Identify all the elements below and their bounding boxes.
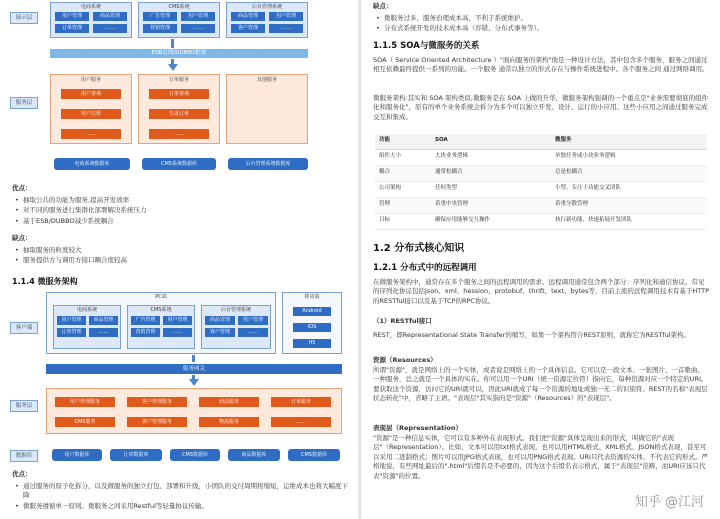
side-label-presentation: 展示层 bbox=[10, 12, 38, 24]
system-ecommerce: 电商系统 用户管理 商品管理 订单管理 …… bbox=[50, 2, 132, 38]
list-item: • 分布式系统开发的技术成本高（容错、分布式事务等）。 bbox=[375, 24, 705, 33]
paragraph: "资源"是一种信息实体，它可以有多种外在表现形式。我们把"资源"具体呈现出来的形式，叫做它的"表现层"（Representation）。比如，文本可以用txt格式表现，也可以用HTML格式、XML格式、JSON格式表现，甚至可以采用二进制格式；图片可以用JPG格式表现，也可以用PNG格式表现。URI只代表资源的实体，不代表它的形式。严格地说，有些网址最后的".html"后缀名是不必要的，因为这个后缀名表示格式，属于"表现层"范畴，而URI应该只代表"资源"的位置。 bbox=[373, 434, 708, 480]
paragraph: 微服务架构:其实和 SOA 架构类似,微服务是在 SOA 上做的升华，微服务架构强调的一个重点是"业务需要彻底的组件化和服务化"，原有的单个业务系统会拆分为多个可以独立开发、设计、运行的小应用。这些小应用之间通过服务完成交互和集成。 bbox=[373, 94, 709, 121]
microservice-architecture-diagram bbox=[10, 292, 348, 464]
cons-list bbox=[14, 245, 344, 267]
database: CMS数据库 bbox=[288, 449, 340, 461]
section-heading: 1.2.1 分布式中的远程调用 bbox=[373, 263, 477, 273]
paragraph: 所谓"资源"，就是网络上的一个实体，或者说是网络上的一个具体信息。它可以是一段文本、一张图片、一首歌曲、一种服务，总之就是一个具体的实在。你可以用一个URI（统一资源定位符）指向它，每种资源对应一个特定的URI。要获取这个资源，访问它的URI就可以，因此URI就成了每一个资源的地址或独一无二的识别符。REST的名称"表现层状态转化"中，省略了主语。"表现层"其实指的是"资源"（Resources）的"表现层"。 bbox=[373, 366, 708, 403]
paragraph: 在微服务架构中，通常存在多个服务之间的远程调用的需求。远程调用通常包含两个部分：序列化和通信协议。常见的序列化协议包括json、xml、hession、protobuf、thrift、text、bytes等，目前主流的远程调用技术有基于HTTP的RESTful接口以及基于TCP的RPC协议。 bbox=[373, 278, 709, 305]
database: 用户数据库 bbox=[52, 449, 102, 461]
connector bbox=[171, 39, 174, 48]
system-cms: CMS系统 广告管理 用户管理 营销管理 …… bbox=[138, 2, 220, 38]
soa-architecture-diagram bbox=[10, 2, 348, 180]
table-row: 组件大小 大块业务逻辑 单独任务或小块业务逻辑 bbox=[375, 149, 707, 165]
service-layer-group: 用户管理服务 客户管理服务 商品服务 订单服务 CMS服务 客户管理服务 物流服务 …… bbox=[46, 388, 342, 434]
pros2-title: 优点： bbox=[12, 470, 32, 478]
list-item: • 微服务过多，服务治理成本高，不利于系统维护。 bbox=[375, 14, 705, 23]
left-page bbox=[0, 0, 358, 519]
database: 订单数据库 bbox=[110, 449, 162, 461]
table-row: 管理 着重中央管理 着重分散管理 bbox=[375, 197, 707, 213]
list-item: • 对不同的服务进行集群化部署解决系统压力 bbox=[14, 206, 344, 215]
comparison-table bbox=[375, 134, 707, 230]
list-item: • 抽取公共的功能为服务,提高开发效率 bbox=[14, 196, 344, 205]
system-admin: 后台管理系统 商品管理 用户管理 客户管理 …… bbox=[226, 2, 308, 38]
table-row: 目标 确保应用能够交互操作 执行新功能、快速拓展开发团队 bbox=[375, 213, 707, 229]
arrow-down-icon bbox=[189, 379, 199, 386]
system-ecommerce: 电商系统 用户管理 商品管理 订单管理 …… bbox=[53, 305, 121, 349]
database: CMS数据库 bbox=[170, 449, 220, 461]
database: 电商系统数据库 bbox=[54, 158, 130, 170]
list-item: • 服务提供方与调用方接口耦合度较高 bbox=[14, 256, 344, 265]
list-item: • 通过服务的原子化拆分，以及微服务的独立打包、部署和升级，小团队的交付周期将缩短，运维成本也将大幅度下降 bbox=[14, 482, 348, 501]
database: 商品数据库 bbox=[228, 449, 280, 461]
chapter-heading: 1.2 分布式核心知识 bbox=[373, 243, 465, 254]
database: 后台管理系统数据库 bbox=[228, 158, 308, 170]
list-item: • 抽取服务的粒度较大 bbox=[14, 246, 344, 255]
table-row: 公司架构 任何类型 小型、专注于功能交叉团队 bbox=[375, 181, 707, 197]
mobile-client-group: 移动端 Android IOS H5 bbox=[282, 292, 342, 354]
side-label-service: 服务层 bbox=[10, 400, 38, 412]
system-cms: CMS系统 广告管理 用户管理 营销管理 …… bbox=[127, 305, 195, 349]
paragraph: REST，即Representational State Transfer的缩写，如果一个架构符合REST原则，就称它为RESTful架构。 bbox=[373, 331, 691, 339]
subheading: （1）RESTful接口 bbox=[373, 317, 432, 325]
system-admin: 后台管理系统 商品管理 用户管理 客户管理 …… bbox=[201, 305, 271, 349]
cons-title: 缺点： bbox=[12, 234, 32, 242]
side-label-service: 服务层 bbox=[10, 97, 38, 109]
database: CMS系统数据库 bbox=[142, 158, 216, 170]
connector bbox=[192, 355, 195, 362]
pros-list bbox=[14, 195, 344, 227]
paragraph: SOA（ Service Oriented Architecture ）"面向服务的架构"他是一种设计方法，其中包含多个服务，服务之间通过相互依赖最终提供一系列的功能。一个服务 通常以独立的形式存在与操作系统进程中。各个服务之间 通过网络调用。 bbox=[373, 56, 709, 74]
pros2-list bbox=[14, 481, 348, 512]
side-label-database: 数据库 bbox=[10, 450, 38, 462]
esb-bus: ESB总线/DUBBO框架 bbox=[50, 49, 308, 58]
list-item: • 基于ESB/DUBBO减少系统耦合 bbox=[14, 217, 344, 226]
arrow-down-icon bbox=[168, 64, 178, 71]
cons-list bbox=[375, 13, 705, 35]
right-page bbox=[360, 0, 720, 519]
pc-client-group: PC端 电商系统 用户管理 商品管理 订单管理 …… CMS系统 广告管理 用户管理 营销管理 …… 后台管理系统 商品管理 用户管理 客户管理 …… bbox=[46, 292, 276, 354]
subheading: 资源（Resources） bbox=[373, 356, 437, 364]
column-header: 微服务 bbox=[551, 134, 707, 149]
table-header-row bbox=[375, 134, 707, 149]
subheading: 表现层（Representation） bbox=[373, 424, 463, 432]
pros-title: 优点： bbox=[12, 184, 32, 192]
service-user: 用户服务 用户查询 用户注册 …… bbox=[50, 74, 132, 144]
column-header: SOA bbox=[431, 134, 551, 149]
cons-title: 缺点： bbox=[373, 2, 393, 10]
section-heading: 1.1.4 微服务架构 bbox=[12, 277, 78, 286]
service-order: 订单服务 订单查询 生成订单 …… bbox=[138, 74, 220, 144]
list-item: • 微服务遵循单一原则。微服务之间采用Restful等轻量协议传输。 bbox=[14, 502, 348, 511]
column-header: 功能 bbox=[375, 134, 431, 149]
service-other: 其他服务 bbox=[226, 74, 308, 144]
section-heading: 1.1.5 SOA与微服务的关系 bbox=[373, 41, 480, 51]
watermark: 知乎 @江河 bbox=[634, 495, 704, 511]
service-gateway: 服务网关 bbox=[46, 364, 342, 374]
table-row: 耦合 通常松耦合 总是松耦合 bbox=[375, 165, 707, 181]
side-label-client: 客户端 bbox=[10, 322, 38, 334]
